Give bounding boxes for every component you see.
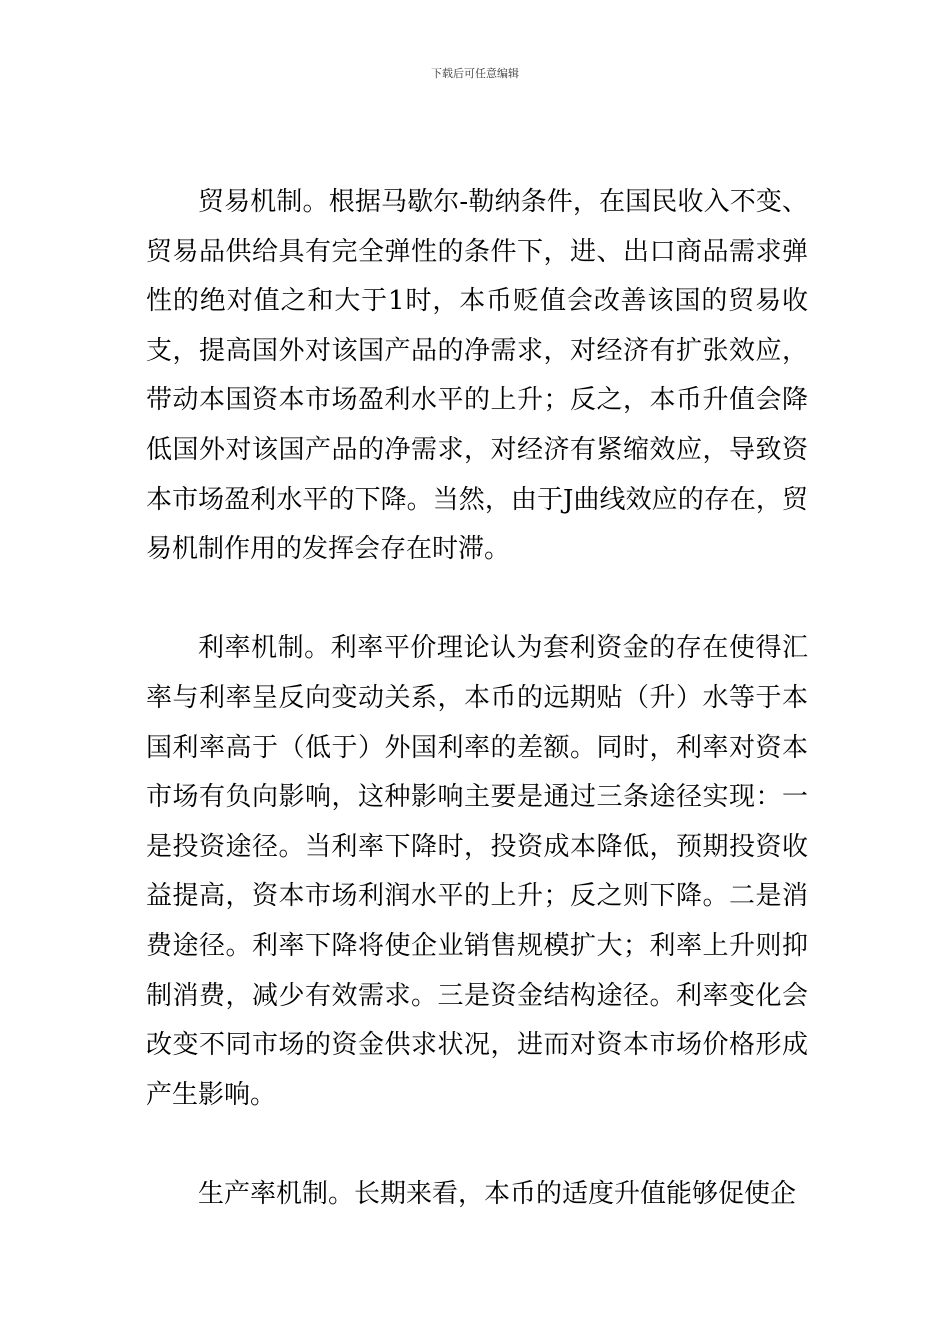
page-header-note: 下载后可任意编辑	[431, 67, 519, 80]
paragraph-interest-rate-mechanism: 利率机制。利率平价理论认为套利资金的存在使得汇率与利率呈反向变动关系，本币的远期贴（升）水等于本国利率高于（低于）外国利率的差额。同时，利率对资本市场有负向影响，这种影响主要是通过三条途径实现：一是投资途径。当利率下降时，投资成本降低，预期投资收益提高，资本市场利润水平的上升；反之则下降。二是消费途径。利率下降将使企业销售规模扩大；利率上升则抑制消费，减少有效需求。三是资金结构途径。利率变化会改变不同市场的资金供求状况，进而对资本市场价格形成产生影响。	[146, 633, 808, 1110]
paragraph-productivity-mechanism: 生产率机制。长期来看，本币的适度升值能够促使企	[198, 1178, 797, 1209]
document-body	[146, 178, 808, 1219]
paragraph-trade-mechanism: 贸易机制。根据马歇尔-勒纳条件，在国民收入不变、贸易品供给具有完全弹性的条件下，进、出口商品需求弹性的绝对值之和大于1时，本币贬值会改善该国的贸易收支，提高国外对该国产品的净需求，对经济有扩张效应，带动本国资本市场盈利水平的上升；反之，本币升值会降低国外对该国产品的净需求，对经济有紧缩效应，导致资本市场盈利水平的下降。当然，由于J曲线效应的存在，贸易机制作用的发挥会存在时滞。	[146, 187, 808, 565]
